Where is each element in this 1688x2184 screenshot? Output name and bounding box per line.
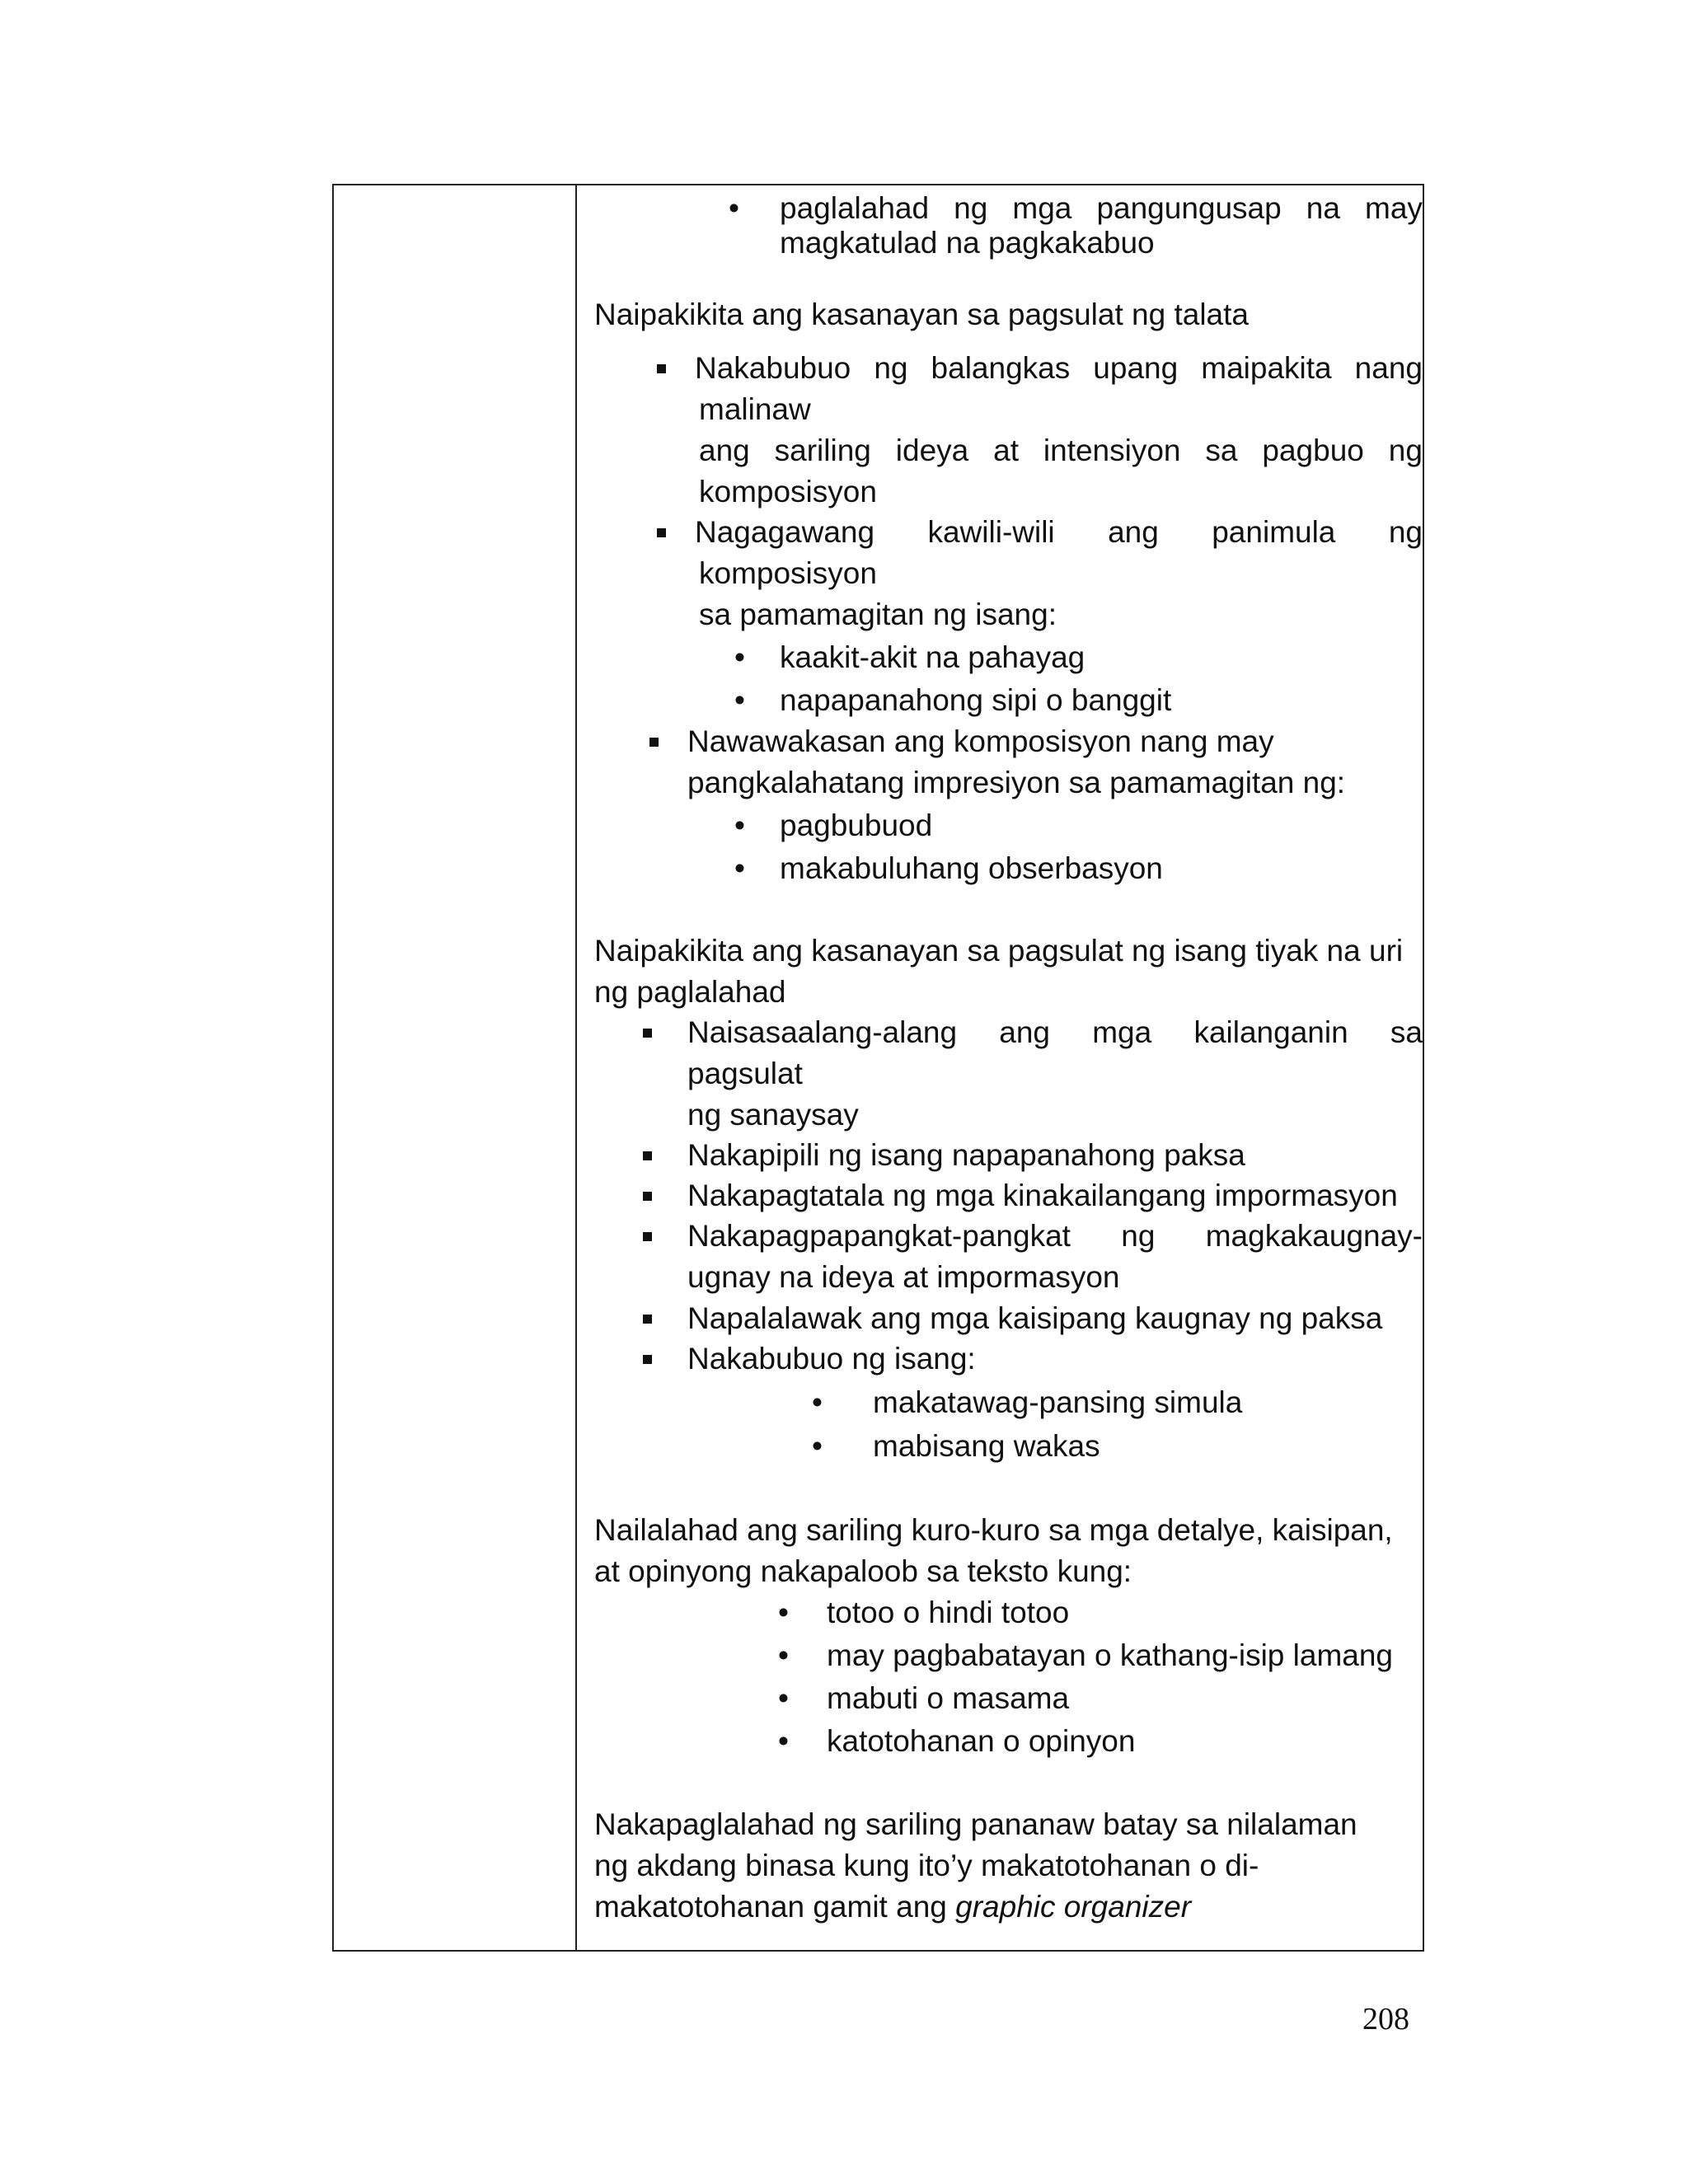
text-line: Nawawakasan ang komposisyon nang may [687, 724, 1274, 758]
square-bullet [643, 1355, 652, 1364]
text-line: Nakapipili ng isang napapanahong paksa [687, 1138, 1245, 1172]
square-bullet [643, 1151, 652, 1160]
bullet-dot: • [734, 851, 745, 885]
list-item: totoo o hindi totoo [827, 1596, 1070, 1629]
justified-line: Nakapagpapangkat-pangkat ng magkakaugnay- [687, 1219, 1423, 1253]
text-line: pagsulat [687, 1057, 803, 1090]
text-line: malinaw [699, 392, 811, 426]
bullet-dot: • [812, 1385, 823, 1419]
list-item: makatawag-pansing simula [873, 1385, 1243, 1419]
square-bullet [643, 1029, 652, 1038]
bullet-dot: • [778, 1596, 789, 1629]
square-bullet [657, 364, 666, 373]
square-bullet [643, 1192, 652, 1201]
section-heading: ng paglalahad [594, 975, 786, 1009]
text-line: Nakapagtatala ng mga kinakailangang impormasyon [687, 1179, 1398, 1212]
text-line: komposisyon [699, 475, 877, 509]
justified-line: Nakabubuo ng balangkas upang maipakita nang [695, 351, 1423, 385]
text-line: Napalalawak ang mga kaisipang kaugnay ng paksa [687, 1301, 1383, 1335]
section-heading: Nailalahad ang sariling kuro-kuro sa mga detalye, kaisipan, [594, 1513, 1393, 1547]
justified-line: paglalahad ng mga pangungusap na may [780, 191, 1423, 225]
section-heading: Naipakikita ang kasanayan sa pagsulat ng talata [594, 298, 1249, 331]
section-heading: Nakapaglalahad ng sariling pananaw batay sa nilalaman [594, 1807, 1357, 1841]
justified-line: ang sariling ideya at intensiyon sa pagbuo ng [699, 434, 1423, 467]
list-item: katotohanan o opinyon [827, 1724, 1136, 1758]
list-item: mabisang wakas [873, 1429, 1100, 1463]
bullet-dot: • [734, 640, 745, 674]
text-line: sa pamamagitan ng isang: [699, 598, 1057, 631]
section-heading: Naipakikita ang kasanayan sa pagsulat ng isang tiyak na uri [594, 934, 1404, 968]
list-item: kaakit-akit na pahayag [780, 640, 1085, 674]
bullet-dot: • [812, 1429, 823, 1463]
italic-term: graphic organizer [955, 1890, 1192, 1924]
list-item: pagbubuod [780, 808, 933, 842]
justified-line: Nagagawang kawili-wili ang panimula ng [695, 515, 1423, 549]
text-line: ng sanaysay [687, 1098, 859, 1132]
bullet-dot: • [734, 683, 745, 717]
text-line [594, 1889, 1191, 1925]
square-bullet [643, 1232, 652, 1241]
column-divider [575, 185, 577, 1950]
text-line: komposisyon [699, 556, 877, 590]
bullet-dot: • [734, 808, 745, 842]
page-number: 208 [1362, 2002, 1409, 2036]
square-bullet [649, 738, 659, 747]
justified-line: Naisasaalang-alang ang mga kailanganin sa [687, 1015, 1423, 1049]
text-line: Nakabubuo ng isang: [687, 1342, 976, 1376]
text-line: pangkalahatang impresiyon sa pamamagitan ng: [687, 766, 1346, 799]
bullet-dot: • [729, 191, 739, 225]
list-item: may pagbabatayan o kathang-isip lamang [827, 1638, 1394, 1672]
bullet-dot: • [778, 1638, 789, 1672]
bullet-dot: • [778, 1681, 789, 1715]
text-line: magkatulad na pagkakabuo [780, 226, 1155, 260]
square-bullet [643, 1315, 652, 1324]
list-item: mabuti o masama [827, 1681, 1070, 1715]
plain-text: makatotohanan gamit ang [594, 1890, 956, 1924]
text-line: ng akdang binasa kung ito’y makatotohanan o di- [594, 1849, 1259, 1882]
list-item: makabuluhang obserbasyon [780, 851, 1163, 885]
bullet-dot: • [778, 1724, 789, 1758]
section-heading: at opinyong nakapaloob sa teksto kung: [594, 1554, 1132, 1588]
square-bullet [657, 528, 666, 537]
list-item: napapanahong sipi o banggit [780, 683, 1172, 717]
text-line: ugnay na ideya at impormasyon [687, 1260, 1120, 1294]
